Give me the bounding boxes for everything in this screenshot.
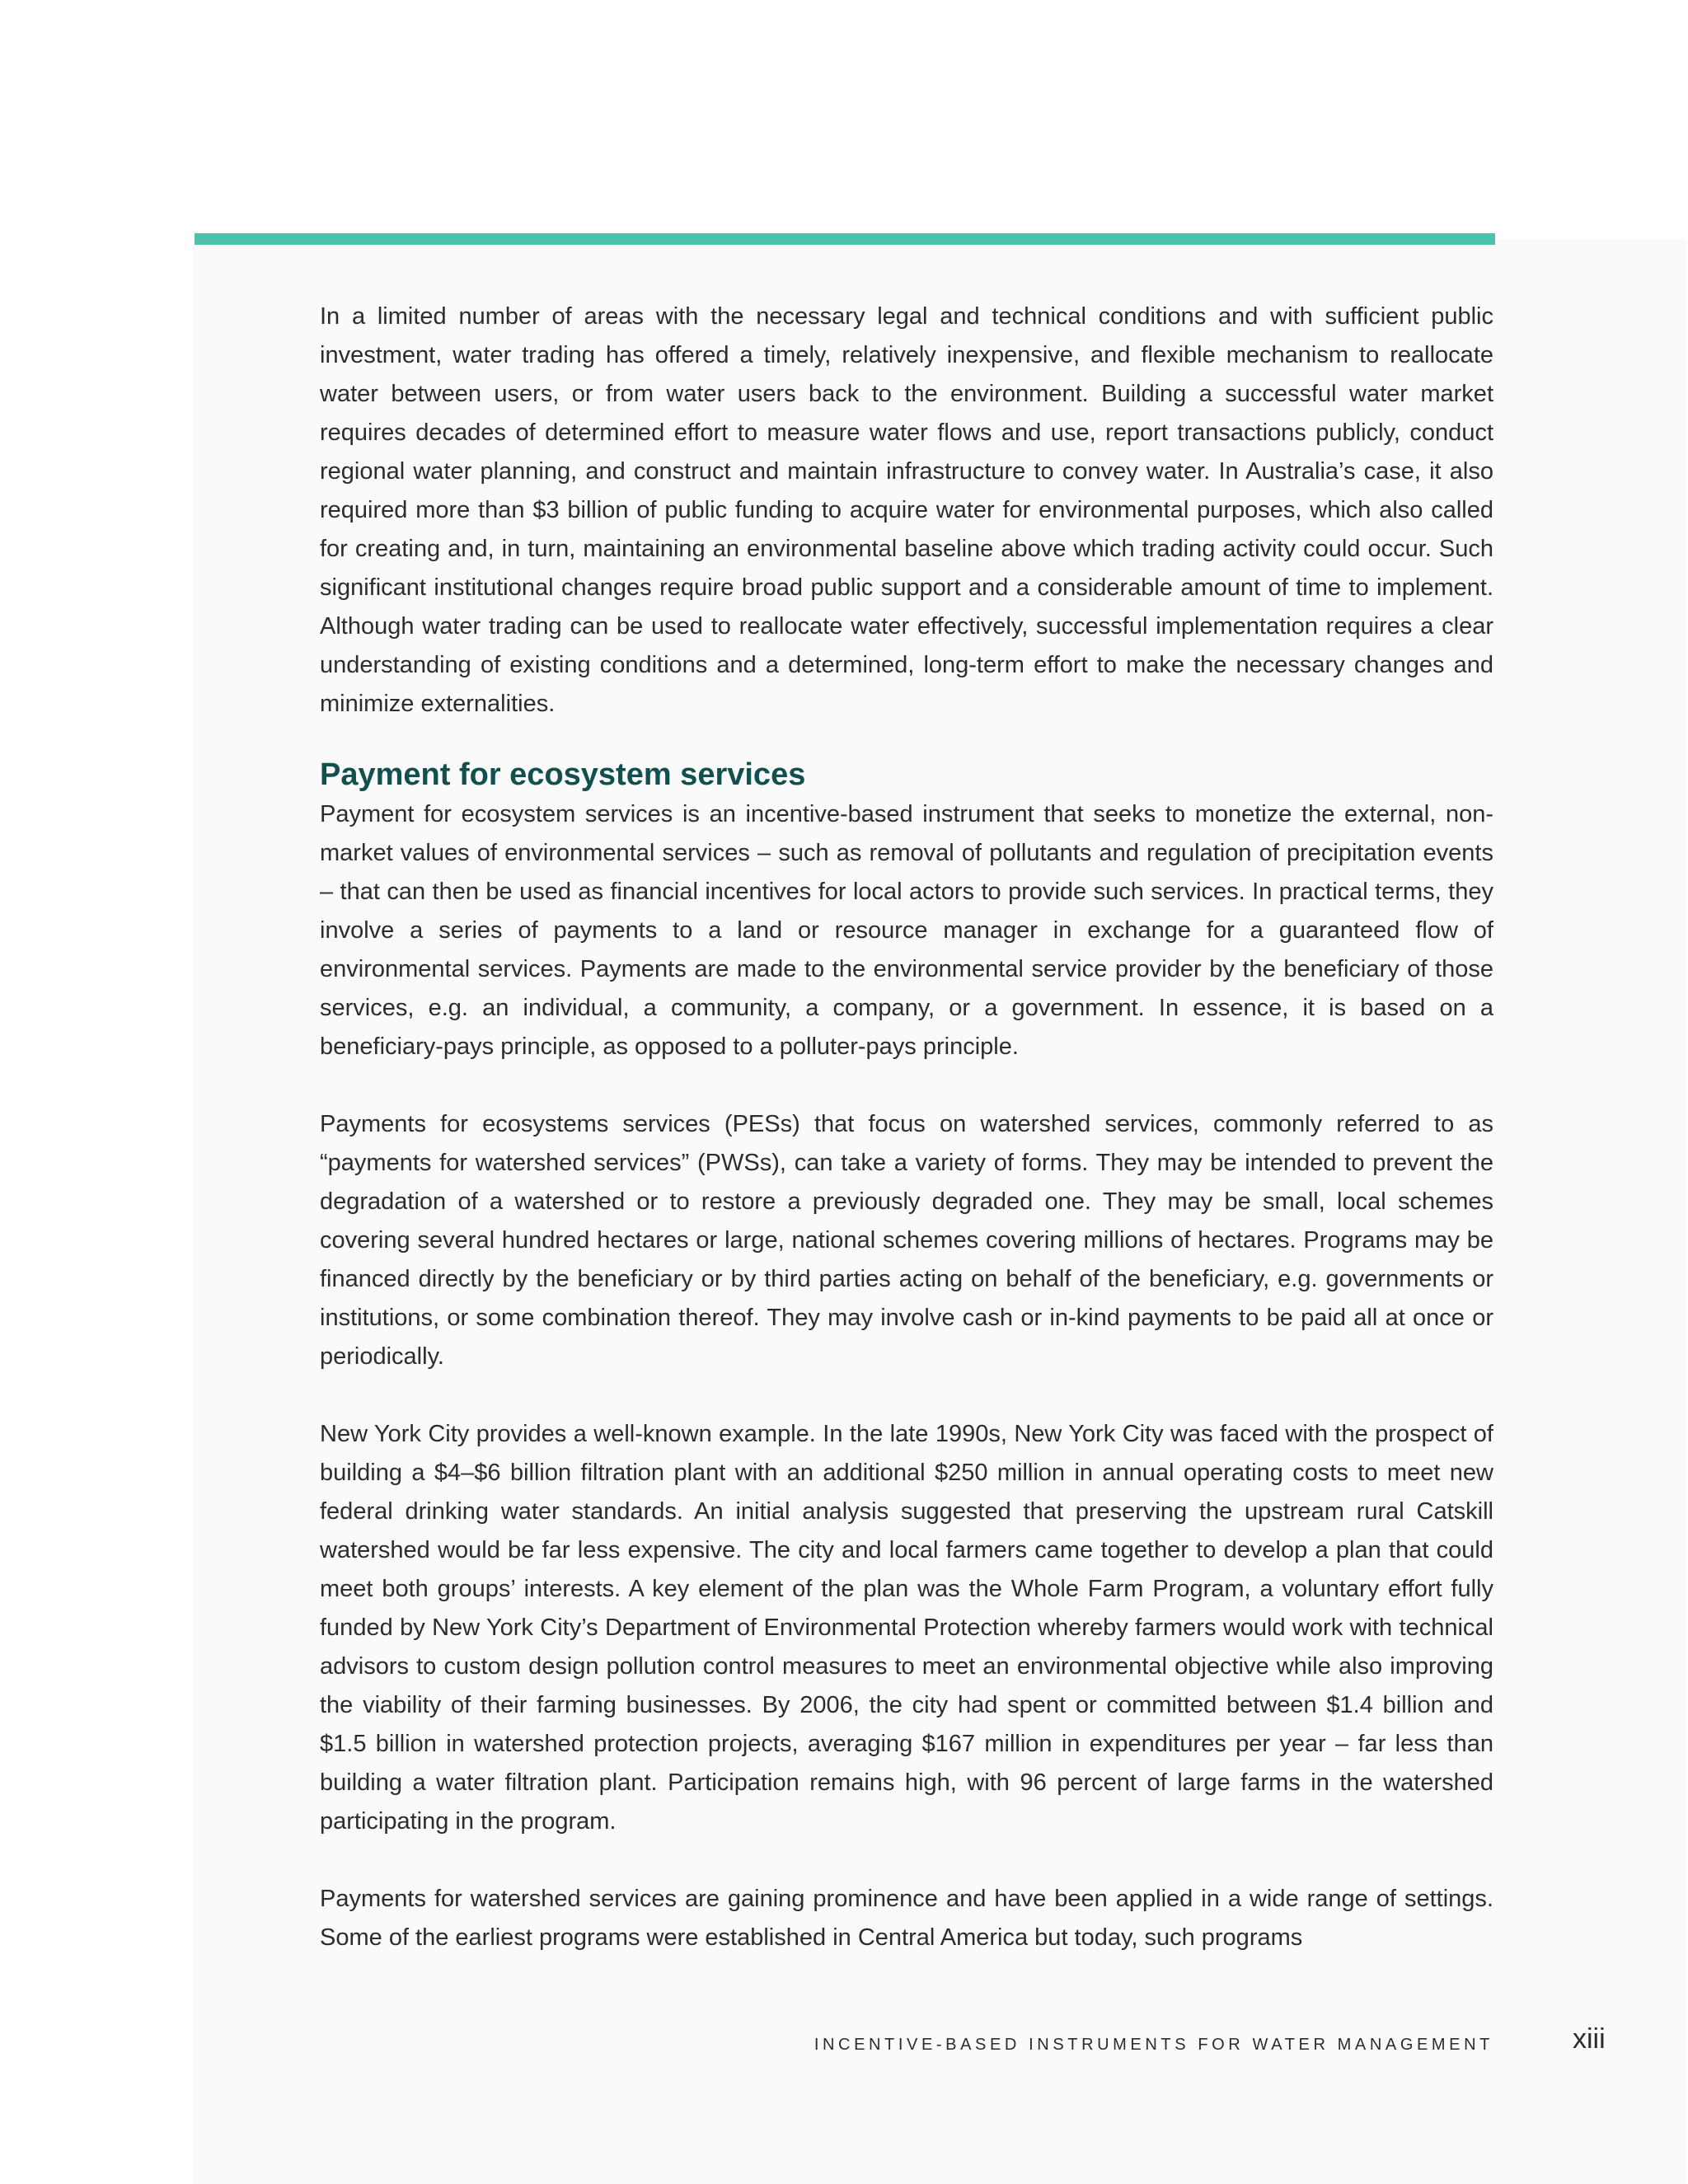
- body-paragraph-3: New York City provides a well-known example. In the late 1990s, New York City was faced with the prospect of building a $4–$6 billion filtration plant with an additional $250 million in annual operating costs to meet new federal drinking water standards. An initial analysis suggested that preserving the upstream rural Catskill watershed would be far less expensive. The city and local farmers came together to develop a plan that could meet both groups’ interests. A key element of the plan was the Whole Farm Program, a voluntary effort fully funded by New York City’s Department of Environmental Protection whereby farmers would work with technical advisors to custom design pollution control measures to meet an environmental objective while also improving the viability of their farming businesses. By 2006, the city had spent or committed between $1.4 billion and $1.5 billion in watershed protection projects, averaging $167 million in expenditures per year – far less than building a water filtration plant. Participation remains high, with 96 percent of large farms in the watershed participating in the program.: [320, 1421, 1493, 1835]
- intro-paragraph: In a limited number of areas with the necessary legal and technical conditions and with sufficient public investment, water trading has offered a timely, relatively inexpensive, and flexible mechanism to reallocate water between users, or from water users back to the environment. Building a successful water market requires decades of determined effort to measure water flows and use, report transactions publicly, conduct regional water planning, and construct and maintain infrastructure to convey water. In Australia’s case, it also required more than $3 billion of public funding to acquire water for environmental purposes, which also called for creating and, in turn, maintaining an environmental baseline above which trading activity could occur. Such significant institutional changes require broad public support and a considerable amount of time to implement. Although water trading can be used to reallocate water effectively, successful implementation requires a clear understanding of existing conditions and a determined, long-term effort to make the necessary changes and minimize externalities.: [320, 303, 1493, 717]
- body-paragraph-4: Payments for watershed services are gaining prominence and have been applied in a wide range of settings. Some of the earliest programs were established in Central America but today, such programs: [320, 1886, 1493, 1951]
- main-content: [320, 298, 1493, 1957]
- body-paragraph-1: Payment for ecosystem services is an incentive-based instrument that seeks to monetize the external, non-market values of environmental services – such as removal of pollutants and regulation of precipitation events – that can then be used as financial incentives for local actors to provide such services. In practical terms, they involve a series of payments to a land or resource manager in exchange for a guaranteed flow of environmental services. Payments are made to the environmental service provider by the beneficiary of those services, e.g. an individual, a community, a company, or a government. In essence, it is based on a beneficiary-pays principle, as opposed to a polluter-pays principle.: [320, 801, 1493, 1060]
- top-accent-rule: [195, 233, 1495, 245]
- section-heading: Payment for ecosystem services: [320, 757, 806, 792]
- body-paragraph-2: Payments for ecosystems services (PESs) that focus on watershed services, commonly referred to as “payments for watershed services” (PWSs), can take a variety of forms. They may be intended to prevent the degradation of a watershed or to restore a previously degraded one. They may be small, local schemes covering several hundred hectares or large, national schemes covering millions of hectares. Programs may be financed directly by the beneficiary or by third parties acting on behalf of the beneficiary, e.g. governments or institutions, or some combination thereof. They may involve cash or in-kind payments to be paid all at once or periodically.: [320, 1111, 1493, 1370]
- page-number: xiii: [1573, 2023, 1606, 2055]
- running-footer-title: INCENTIVE-BASED INSTRUMENTS FOR WATER MANAGEMENT: [814, 2036, 1493, 2054]
